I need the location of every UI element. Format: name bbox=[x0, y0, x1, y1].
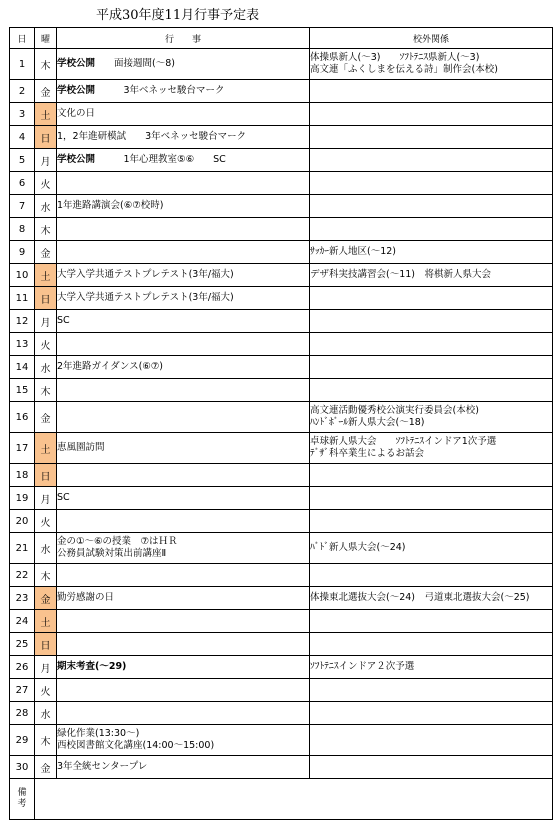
day-cell: 19 bbox=[10, 487, 35, 510]
header-row bbox=[10, 28, 553, 49]
table-row bbox=[10, 433, 553, 464]
weekday-cell: 木 bbox=[35, 564, 57, 587]
table-row bbox=[10, 126, 553, 149]
table-row bbox=[10, 725, 553, 756]
external-text: 高文連活動優秀校公演実行委員会(本校) bbox=[310, 405, 479, 416]
weekday-cell: 金 bbox=[35, 587, 57, 610]
weekday-cell: 月 bbox=[35, 656, 57, 679]
day-cell: 12 bbox=[10, 310, 35, 333]
event-text: SC bbox=[57, 492, 70, 503]
external-cell bbox=[310, 679, 553, 702]
external-cell bbox=[310, 510, 553, 533]
day-cell: 24 bbox=[10, 610, 35, 633]
weekday-cell: 土 bbox=[35, 264, 57, 287]
events-cell bbox=[57, 264, 310, 287]
table-row bbox=[10, 356, 553, 379]
day-cell: 25 bbox=[10, 633, 35, 656]
event-text: 期末考査(～29) bbox=[57, 661, 127, 672]
event-text: 文化の日 bbox=[57, 108, 96, 119]
external-cell bbox=[310, 218, 553, 241]
notes-label: 備 考 bbox=[10, 779, 35, 820]
external-cell bbox=[310, 149, 553, 172]
table-row bbox=[10, 756, 553, 779]
external-cell bbox=[310, 756, 553, 779]
external-cell bbox=[310, 80, 553, 103]
weekday-cell: 月 bbox=[35, 310, 57, 333]
weekday-cell: 木 bbox=[35, 49, 57, 80]
day-cell: 16 bbox=[10, 402, 35, 433]
weekday-cell: 土 bbox=[35, 103, 57, 126]
day-cell: 8 bbox=[10, 218, 35, 241]
external-cell bbox=[310, 533, 553, 564]
external-cell bbox=[310, 310, 553, 333]
day-cell: 7 bbox=[10, 195, 35, 218]
weekday-cell: 火 bbox=[35, 333, 57, 356]
event-text: 3年全統センタープレ bbox=[57, 761, 148, 772]
weekday-cell: 日 bbox=[35, 126, 57, 149]
external-cell bbox=[310, 264, 553, 287]
header-external: 校外関係 bbox=[310, 28, 553, 49]
events-cell bbox=[57, 402, 310, 433]
weekday-cell: 水 bbox=[35, 702, 57, 725]
external-text: 体操東北選抜大会(～24) 弓道東北選抜大会(～25) bbox=[310, 592, 530, 603]
day-cell: 17 bbox=[10, 433, 35, 464]
event-text: 勤労感謝の日 bbox=[57, 592, 115, 603]
external-cell bbox=[310, 487, 553, 510]
day-cell: 5 bbox=[10, 149, 35, 172]
table-row bbox=[10, 379, 553, 402]
events-cell bbox=[57, 379, 310, 402]
events-cell bbox=[57, 725, 310, 756]
external-cell bbox=[310, 195, 553, 218]
weekday-cell: 月 bbox=[35, 487, 57, 510]
external-cell bbox=[310, 610, 553, 633]
external-cell bbox=[310, 587, 553, 610]
external-text: ﾊﾝﾄﾞﾎﾞｰﾙ新人県大会(～18) bbox=[310, 417, 425, 428]
table-row bbox=[10, 679, 553, 702]
weekday-cell: 金 bbox=[35, 241, 57, 264]
event-text: 恵風園訪問 bbox=[57, 442, 105, 453]
weekday-cell: 月 bbox=[35, 149, 57, 172]
table-row bbox=[10, 218, 553, 241]
external-text: ｻｯｶｰ新人地区(～12) bbox=[310, 246, 397, 257]
external-cell bbox=[310, 49, 553, 80]
table-row bbox=[10, 633, 553, 656]
external-cell bbox=[310, 433, 553, 464]
events-cell bbox=[57, 310, 310, 333]
external-text: 卓球新人県大会 ｿﾌﾄﾃﾆｽインドア1次予選 bbox=[310, 436, 497, 447]
weekday-cell: 日 bbox=[35, 464, 57, 487]
schedule-table bbox=[9, 27, 553, 820]
external-text: 高文連「ふくしまを伝える詩」制作会(本校) bbox=[310, 64, 498, 75]
notes-row bbox=[10, 779, 553, 820]
day-cell: 10 bbox=[10, 264, 35, 287]
table-row bbox=[10, 610, 553, 633]
day-cell: 1 bbox=[10, 49, 35, 80]
events-cell bbox=[57, 433, 310, 464]
table-row bbox=[10, 533, 553, 564]
day-cell: 28 bbox=[10, 702, 35, 725]
table-row bbox=[10, 287, 553, 310]
day-cell: 27 bbox=[10, 679, 35, 702]
external-cell bbox=[310, 725, 553, 756]
external-cell bbox=[310, 356, 553, 379]
weekday-cell: 土 bbox=[35, 610, 57, 633]
weekday-cell: 金 bbox=[35, 80, 57, 103]
events-cell bbox=[57, 510, 310, 533]
events-cell bbox=[57, 356, 310, 379]
header-events: 行 事 bbox=[57, 28, 310, 49]
weekday-cell: 水 bbox=[35, 533, 57, 564]
events-cell bbox=[57, 287, 310, 310]
event-text: SC bbox=[57, 315, 70, 326]
day-cell: 15 bbox=[10, 379, 35, 402]
table-row bbox=[10, 80, 553, 103]
table-row bbox=[10, 333, 553, 356]
weekday-cell: 木 bbox=[35, 725, 57, 756]
day-cell: 23 bbox=[10, 587, 35, 610]
external-cell bbox=[310, 702, 553, 725]
external-cell bbox=[310, 333, 553, 356]
day-cell: 9 bbox=[10, 241, 35, 264]
notes-content bbox=[35, 779, 553, 820]
events-cell bbox=[57, 218, 310, 241]
events-cell bbox=[57, 333, 310, 356]
events-cell bbox=[57, 464, 310, 487]
events-cell bbox=[57, 241, 310, 264]
day-cell: 18 bbox=[10, 464, 35, 487]
day-cell: 26 bbox=[10, 656, 35, 679]
event-text: 金の①～⑥の授業 ⑦はＨＲ bbox=[57, 536, 178, 547]
events-cell bbox=[57, 49, 310, 80]
external-cell bbox=[310, 287, 553, 310]
page-title: 平成30年度11月行事予定表 bbox=[96, 8, 260, 23]
day-cell: 20 bbox=[10, 510, 35, 533]
day-cell: 30 bbox=[10, 756, 35, 779]
weekday-cell: 火 bbox=[35, 510, 57, 533]
events-cell bbox=[57, 533, 310, 564]
event-text: 3年ベネッセ駿台マーク bbox=[95, 85, 225, 96]
events-cell bbox=[57, 702, 310, 725]
event-text: 学校公開 bbox=[57, 85, 96, 96]
table-row bbox=[10, 103, 553, 126]
table-row bbox=[10, 464, 553, 487]
event-text: 大学入学共通テストプレテスト(3年/福大) bbox=[57, 292, 234, 303]
event-text: 公務員試験対策出前講座Ⅱ bbox=[57, 548, 167, 559]
weekday-cell: 木 bbox=[35, 379, 57, 402]
event-text: 大学入学共通テストプレテスト(3年/福大) bbox=[57, 269, 234, 280]
external-text: 体操県新人(～3) ｿﾌﾄﾃﾆｽ県新人(～3) bbox=[310, 52, 480, 63]
table-row bbox=[10, 487, 553, 510]
table-row bbox=[10, 564, 553, 587]
external-cell bbox=[310, 564, 553, 587]
external-cell bbox=[310, 241, 553, 264]
event-text: 面接週間(～8) bbox=[95, 58, 175, 69]
day-cell: 14 bbox=[10, 356, 35, 379]
day-cell: 2 bbox=[10, 80, 35, 103]
events-cell bbox=[57, 587, 310, 610]
header-day: 日 bbox=[10, 28, 35, 49]
events-cell bbox=[57, 656, 310, 679]
table-row bbox=[10, 656, 553, 679]
external-cell bbox=[310, 126, 553, 149]
event-text: 緑化作業(13:30～) bbox=[57, 728, 140, 739]
events-cell bbox=[57, 172, 310, 195]
weekday-cell: 火 bbox=[35, 679, 57, 702]
weekday-cell: 金 bbox=[35, 402, 57, 433]
day-cell: 6 bbox=[10, 172, 35, 195]
event-text: 1，2年進研模試 3年ベネッセ駿台マーク bbox=[57, 131, 247, 142]
day-cell: 22 bbox=[10, 564, 35, 587]
events-cell bbox=[57, 633, 310, 656]
weekday-cell: 火 bbox=[35, 172, 57, 195]
day-cell: 13 bbox=[10, 333, 35, 356]
external-cell bbox=[310, 172, 553, 195]
day-cell: 11 bbox=[10, 287, 35, 310]
table-row bbox=[10, 49, 553, 80]
events-cell bbox=[57, 564, 310, 587]
table-row bbox=[10, 172, 553, 195]
table-row bbox=[10, 195, 553, 218]
event-text: 学校公開 bbox=[57, 58, 96, 69]
events-cell bbox=[57, 679, 310, 702]
table-row bbox=[10, 310, 553, 333]
events-cell bbox=[57, 487, 310, 510]
external-text: ﾊﾞﾄﾞ新人県大会(～24) bbox=[310, 542, 406, 553]
external-cell bbox=[310, 103, 553, 126]
external-cell bbox=[310, 402, 553, 433]
weekday-cell: 木 bbox=[35, 218, 57, 241]
table-row bbox=[10, 702, 553, 725]
weekday-cell: 水 bbox=[35, 195, 57, 218]
table-row bbox=[10, 241, 553, 264]
events-cell bbox=[57, 80, 310, 103]
external-cell bbox=[310, 464, 553, 487]
weekday-cell: 水 bbox=[35, 356, 57, 379]
external-cell bbox=[310, 633, 553, 656]
external-text: デザ科実技講習会(～11) 将棋新人県大会 bbox=[310, 269, 492, 280]
weekday-cell: 金 bbox=[35, 756, 57, 779]
events-cell bbox=[57, 756, 310, 779]
external-text: ﾃﾞｻﾞ科卒業生によるお話会 bbox=[310, 448, 425, 459]
day-cell: 3 bbox=[10, 103, 35, 126]
event-text: 学校公開 bbox=[57, 154, 96, 165]
table-row bbox=[10, 149, 553, 172]
event-text: 2年進路ガイダンス(⑥⑦) bbox=[57, 361, 164, 372]
table-row bbox=[10, 402, 553, 433]
external-text: ｿﾌﾄﾃﾆｽインドア２次予選 bbox=[310, 661, 415, 672]
event-text: 西校図書館文化講座(14:00～15:00) bbox=[57, 740, 215, 751]
header-weekday: 曜 bbox=[35, 28, 57, 49]
events-cell bbox=[57, 103, 310, 126]
day-cell: 21 bbox=[10, 533, 35, 564]
events-cell bbox=[57, 126, 310, 149]
table-row bbox=[10, 587, 553, 610]
table-row bbox=[10, 510, 553, 533]
weekday-cell: 日 bbox=[35, 633, 57, 656]
weekday-cell: 日 bbox=[35, 287, 57, 310]
weekday-cell: 土 bbox=[35, 433, 57, 464]
table-row bbox=[10, 264, 553, 287]
events-cell bbox=[57, 149, 310, 172]
external-cell bbox=[310, 656, 553, 679]
event-text: 1年心理教室⑤⑥ SC bbox=[95, 154, 226, 165]
day-cell: 4 bbox=[10, 126, 35, 149]
events-cell bbox=[57, 195, 310, 218]
external-cell bbox=[310, 379, 553, 402]
day-cell: 29 bbox=[10, 725, 35, 756]
events-cell bbox=[57, 610, 310, 633]
event-text: 1年進路講演会(⑥⑦校時) bbox=[57, 200, 164, 211]
